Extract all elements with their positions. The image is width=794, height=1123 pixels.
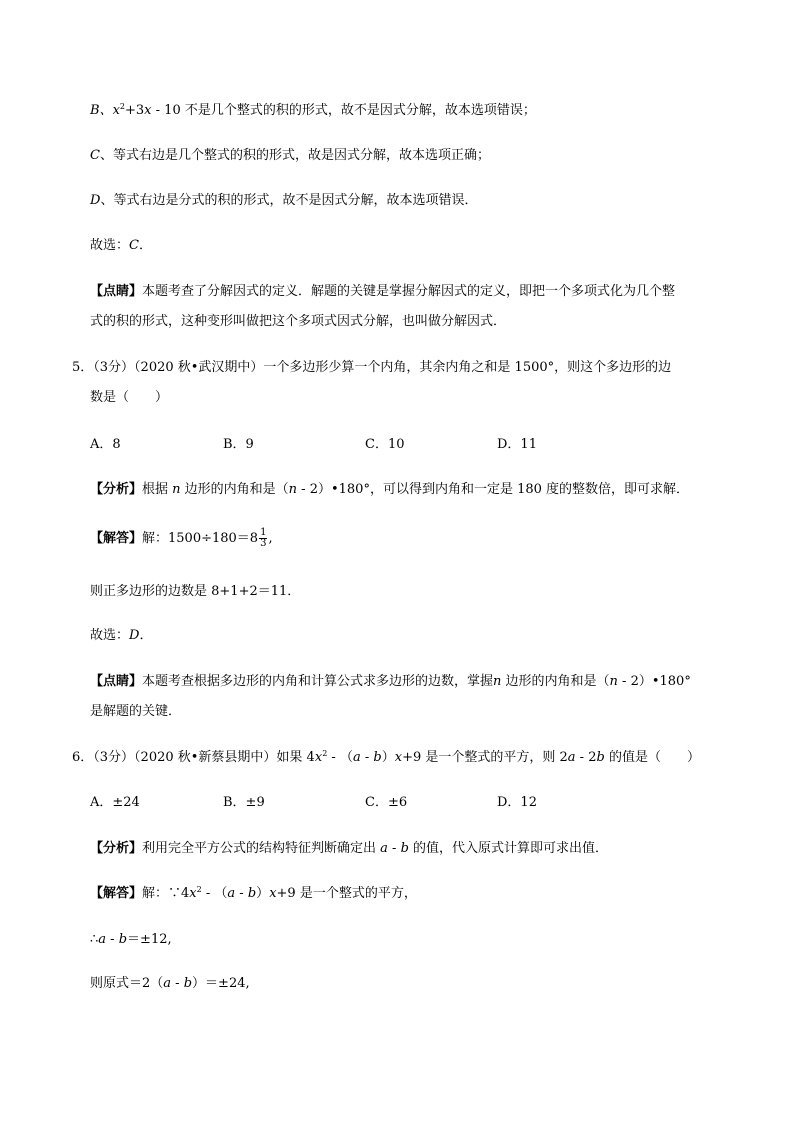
text: - 2 (575, 750, 597, 765)
b-label: B、 (90, 103, 113, 118)
var-a: a (380, 841, 388, 856)
therefore-symbol: ∴ (90, 932, 99, 947)
text: 边形的内角和是（ (180, 482, 289, 497)
text: - (235, 886, 248, 901)
var-n: n (288, 482, 298, 497)
comment-text: 本题考查了分解因式的定义．解题的关键是掌握分解因式的定义，即把一个多项式化为几个整 (142, 284, 676, 299)
var-b: b (118, 932, 128, 947)
q6-stem (72, 750, 700, 766)
text: 利用完全平方公式的结构特征判断确定出 (142, 841, 381, 856)
q5-option-a: A．8 (90, 437, 121, 452)
q5-comment-line2: 是解题的关键． (90, 704, 182, 719)
var-a: a (98, 932, 107, 947)
q5-option-b: B．9 (223, 437, 254, 452)
denominator: 3 (260, 538, 267, 549)
exponent: 2 (322, 749, 328, 758)
explanation-text: 、等式右边是几个整式的积的形式，故是因式分解，故本选项正确； (99, 148, 490, 163)
punct: , (268, 531, 273, 546)
var-b: b (373, 750, 382, 765)
text: - 2）•180° (617, 674, 691, 689)
analysis-tag: 【分析】 (90, 841, 143, 856)
text: 的值，代入原式计算即可求出值． (408, 841, 609, 856)
text: - (387, 841, 401, 856)
numerator: 1 (260, 527, 267, 538)
q5-stem-line2: 数是（ ） (90, 390, 169, 405)
q5-stem-line1: 5．（3分）（2020 秋•武汉期中）一个多边形少算一个内角，其余内角之和是 1500°，则这个多边形的边 (72, 360, 672, 375)
punct: ． (138, 238, 152, 253)
var-x: x (394, 750, 403, 765)
option-c-explanation (90, 148, 490, 164)
var-a: a (352, 750, 361, 765)
choose-label: 故选： (90, 628, 130, 643)
var-x: x (189, 886, 197, 901)
comment-tag: 【点睛】 (90, 284, 143, 299)
answer-tag: 【解答】 (90, 531, 143, 546)
var-b: b (247, 886, 257, 901)
var-x: x (269, 886, 277, 901)
text: - 2）•180°，可以得到内角和一定是 180 度的整数倍，即可求解． (297, 482, 690, 497)
text: 本题考查根据多边形的内角和计算公式求多边形的边数，掌握 (142, 674, 494, 689)
var-a: a (163, 976, 172, 991)
text: ＝±12, (127, 932, 172, 947)
q6-option-c: C．±6 (365, 795, 408, 810)
q5-comment-line1 (90, 674, 691, 690)
text: 则原式＝2（ (90, 976, 164, 991)
choose-label: 故选： (90, 238, 130, 253)
q5-analysis (90, 482, 689, 498)
q6-answer-line2 (90, 932, 172, 948)
var-n: n (172, 482, 181, 497)
var-a: a (227, 886, 236, 901)
text: 6．（3分）（2020 秋•新蔡县期中）如果 4 (72, 750, 315, 765)
var-x: x (144, 103, 152, 118)
option-b-explanation (90, 103, 536, 119)
q6-option-d: D．12 (497, 795, 537, 810)
var-b: b (596, 750, 605, 765)
choose-letter: D (129, 628, 140, 643)
answer-choice (90, 238, 152, 254)
text: +9 是一个整式的平方， (276, 886, 417, 901)
explanation-text: 、等式右边是分式的积的形式，故不是因式分解，故本选项错误． (100, 193, 478, 208)
var-a: a (567, 750, 576, 765)
text: +9 是一个整式的平方，则 2 (402, 750, 568, 765)
text: - (360, 750, 374, 765)
expr-part: +3 (125, 103, 145, 118)
q6-analysis (90, 841, 608, 857)
fraction (259, 528, 267, 549)
var-b: b (400, 841, 409, 856)
comment-line-2: 式的积的形式，这种变形叫做把这个多项式因式分解，也叫做分解因式． (90, 314, 507, 329)
text: - （ (201, 886, 228, 901)
text: 解：∵4 (142, 886, 190, 901)
q6-option-b: B．±9 (223, 795, 265, 810)
comment-tag: 【点睛】 (90, 674, 143, 689)
text: ）＝±24, (192, 976, 250, 991)
text: - (106, 932, 119, 947)
q5-answer (90, 528, 273, 549)
q6-option-a: A．±24 (90, 795, 140, 810)
analysis-tag: 【分析】 (90, 482, 143, 497)
comment-line-1 (90, 284, 675, 300)
text: 根据 (142, 482, 173, 497)
explanation-text: - 10 不是几个整式的积的形式，故不是因式分解，故本选项错误； (151, 103, 536, 118)
q5-answer-line2: 则正多边形的边数是 8+1+2＝11． (90, 584, 301, 599)
text: 解：1500÷180＝8 (142, 531, 259, 546)
text: 的值是（ ） (604, 750, 700, 765)
exponent: 2 (196, 885, 202, 894)
d-label: D (90, 193, 101, 208)
c-label: C (90, 148, 100, 163)
exponent: 2 (119, 102, 125, 111)
q5-answer-choice (90, 628, 152, 644)
option-d-explanation (90, 193, 477, 209)
var-b: b (183, 976, 193, 991)
var-x: x (112, 103, 120, 118)
text: - (171, 976, 184, 991)
q5-option-c: C．10 (365, 437, 405, 452)
punct: ． (139, 628, 153, 643)
text: ） (381, 750, 395, 765)
var-n: n (493, 674, 502, 689)
var-x: x (314, 750, 323, 765)
q6-answer-line3 (90, 976, 250, 992)
q5-option-d: D．11 (497, 437, 537, 452)
answer-tag: 【解答】 (90, 886, 143, 901)
var-n: n (609, 674, 618, 689)
text: - （ (327, 750, 353, 765)
text: 边形的内角和是（ (501, 674, 610, 689)
choose-letter: C (129, 238, 139, 253)
q6-answer (90, 886, 417, 902)
text: ） (256, 886, 270, 901)
